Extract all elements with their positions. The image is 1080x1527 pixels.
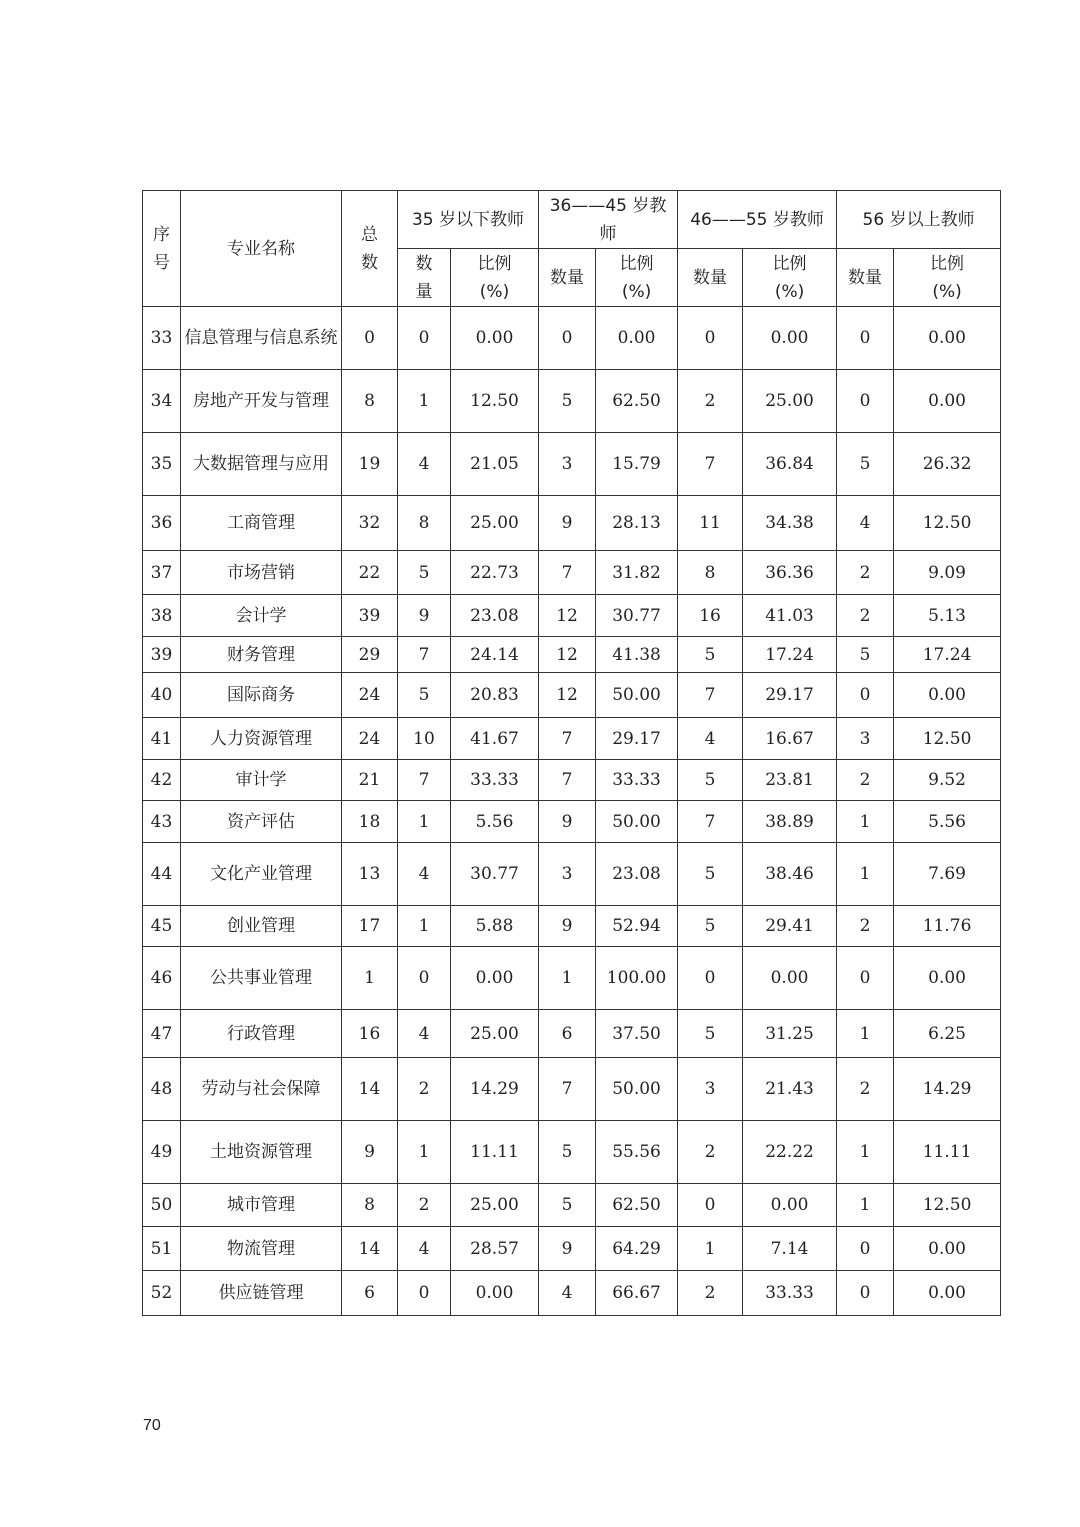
cell-ratio: 33.33 — [743, 1271, 837, 1316]
cell-seq: 47 — [143, 1010, 181, 1058]
cell-ratio: 30.77 — [451, 843, 539, 906]
cell-ratio: 5.13 — [894, 595, 1001, 637]
page-number: 70 — [143, 1417, 161, 1434]
table-body — [143, 307, 1001, 1316]
cell-ratio: 0.00 — [894, 1227, 1001, 1271]
cell-major-name: 供应链管理 — [181, 1271, 342, 1316]
cell-count: 0 — [837, 1271, 894, 1316]
cell-total: 19 — [342, 433, 398, 496]
header-major: 专业名称 — [181, 191, 342, 307]
cell-ratio: 50.00 — [596, 1058, 678, 1121]
cell-seq: 40 — [143, 673, 181, 718]
cell-seq: 48 — [143, 1058, 181, 1121]
cell-count: 0 — [837, 947, 894, 1010]
cell-total: 9 — [342, 1121, 398, 1184]
cell-count: 1 — [398, 906, 451, 947]
cell-count: 9 — [539, 496, 596, 551]
cell-count: 5 — [398, 673, 451, 718]
cell-count: 7 — [678, 801, 743, 843]
cell-seq: 50 — [143, 1184, 181, 1227]
cell-count: 4 — [398, 843, 451, 906]
cell-count: 7 — [398, 637, 451, 673]
cell-ratio: 15.79 — [596, 433, 678, 496]
cell-total: 16 — [342, 1010, 398, 1058]
cell-count: 2 — [837, 551, 894, 595]
cell-ratio: 14.29 — [894, 1058, 1001, 1121]
cell-count: 7 — [678, 673, 743, 718]
cell-ratio: 0.00 — [743, 307, 837, 370]
table-row — [143, 1271, 1001, 1316]
cell-major-name: 劳动与社会保障 — [181, 1058, 342, 1121]
cell-ratio: 29.17 — [596, 718, 678, 760]
cell-count: 0 — [398, 947, 451, 1010]
cell-ratio: 20.83 — [451, 673, 539, 718]
cell-count: 5 — [837, 433, 894, 496]
cell-count: 7 — [539, 551, 596, 595]
cell-count: 1 — [539, 947, 596, 1010]
cell-ratio: 0.00 — [596, 307, 678, 370]
cell-count: 2 — [837, 595, 894, 637]
cell-count: 3 — [837, 718, 894, 760]
cell-count: 5 — [398, 551, 451, 595]
cell-ratio: 9.52 — [894, 760, 1001, 801]
table-row — [143, 307, 1001, 370]
cell-seq: 41 — [143, 718, 181, 760]
cell-count: 5 — [539, 1121, 596, 1184]
cell-total: 22 — [342, 551, 398, 595]
header-count: 数量 — [837, 249, 894, 307]
cell-count: 1 — [398, 370, 451, 433]
cell-ratio: 12.50 — [451, 370, 539, 433]
cell-total: 8 — [342, 1184, 398, 1227]
cell-count: 9 — [539, 906, 596, 947]
cell-count: 16 — [678, 595, 743, 637]
cell-ratio: 17.24 — [743, 637, 837, 673]
cell-ratio: 22.73 — [451, 551, 539, 595]
cell-seq: 42 — [143, 760, 181, 801]
cell-ratio: 64.29 — [596, 1227, 678, 1271]
cell-ratio: 29.17 — [743, 673, 837, 718]
cell-seq: 52 — [143, 1271, 181, 1316]
cell-count: 0 — [837, 673, 894, 718]
teacher-age-table — [142, 190, 1001, 1316]
cell-ratio: 52.94 — [596, 906, 678, 947]
cell-count: 1 — [837, 843, 894, 906]
cell-ratio: 31.82 — [596, 551, 678, 595]
table-row — [143, 906, 1001, 947]
cell-total: 39 — [342, 595, 398, 637]
table-row — [143, 637, 1001, 673]
cell-count: 2 — [398, 1184, 451, 1227]
cell-count: 2 — [398, 1058, 451, 1121]
cell-total: 0 — [342, 307, 398, 370]
cell-count: 1 — [837, 801, 894, 843]
cell-count: 0 — [678, 1184, 743, 1227]
table-row — [143, 496, 1001, 551]
table-row — [143, 760, 1001, 801]
cell-count: 1 — [837, 1010, 894, 1058]
cell-ratio: 25.00 — [451, 496, 539, 551]
cell-total: 14 — [342, 1227, 398, 1271]
cell-ratio: 41.67 — [451, 718, 539, 760]
cell-count: 12 — [539, 673, 596, 718]
cell-ratio: 0.00 — [894, 307, 1001, 370]
cell-ratio: 0.00 — [894, 947, 1001, 1010]
cell-seq: 46 — [143, 947, 181, 1010]
cell-major-name: 土地资源管理 — [181, 1121, 342, 1184]
cell-count: 1 — [678, 1227, 743, 1271]
cell-count: 9 — [398, 595, 451, 637]
header-ratio: 比例(%) — [596, 249, 678, 307]
cell-total: 18 — [342, 801, 398, 843]
cell-ratio: 100.00 — [596, 947, 678, 1010]
cell-count: 5 — [678, 906, 743, 947]
cell-major-name: 市场营销 — [181, 551, 342, 595]
cell-count: 3 — [678, 1058, 743, 1121]
cell-ratio: 0.00 — [894, 673, 1001, 718]
header-count: 数量 — [398, 249, 451, 307]
cell-count: 9 — [539, 1227, 596, 1271]
cell-count: 0 — [837, 307, 894, 370]
cell-ratio: 22.22 — [743, 1121, 837, 1184]
cell-ratio: 33.33 — [596, 760, 678, 801]
cell-ratio: 33.33 — [451, 760, 539, 801]
cell-major-name: 房地产开发与管理 — [181, 370, 342, 433]
cell-ratio: 17.24 — [894, 637, 1001, 673]
cell-total: 32 — [342, 496, 398, 551]
cell-ratio: 31.25 — [743, 1010, 837, 1058]
table-row — [143, 1184, 1001, 1227]
cell-ratio: 5.56 — [894, 801, 1001, 843]
cell-seq: 36 — [143, 496, 181, 551]
cell-total: 13 — [342, 843, 398, 906]
cell-ratio: 23.08 — [451, 595, 539, 637]
cell-ratio: 14.29 — [451, 1058, 539, 1121]
table-row — [143, 1058, 1001, 1121]
cell-ratio: 0.00 — [894, 370, 1001, 433]
cell-count: 1 — [837, 1184, 894, 1227]
cell-seq: 43 — [143, 801, 181, 843]
cell-major-name: 物流管理 — [181, 1227, 342, 1271]
cell-ratio: 0.00 — [451, 307, 539, 370]
header-group-over-56: 56 岁以上教师 — [837, 191, 1001, 249]
cell-count: 4 — [678, 718, 743, 760]
cell-seq: 38 — [143, 595, 181, 637]
cell-ratio: 12.50 — [894, 496, 1001, 551]
header-count: 数量 — [678, 249, 743, 307]
header-ratio: 比例(%) — [743, 249, 837, 307]
cell-ratio: 37.50 — [596, 1010, 678, 1058]
header-group-46-55: 46——55 岁教师 — [678, 191, 837, 249]
cell-ratio: 25.00 — [743, 370, 837, 433]
cell-count: 0 — [539, 307, 596, 370]
cell-count: 7 — [678, 433, 743, 496]
cell-ratio: 0.00 — [743, 1184, 837, 1227]
table-row — [143, 843, 1001, 906]
header-count: 数量 — [539, 249, 596, 307]
cell-total: 24 — [342, 673, 398, 718]
cell-count: 12 — [539, 637, 596, 673]
table-row — [143, 673, 1001, 718]
cell-ratio: 0.00 — [743, 947, 837, 1010]
cell-ratio: 25.00 — [451, 1184, 539, 1227]
cell-major-name: 信息管理与信息系统 — [181, 307, 342, 370]
table-row — [143, 433, 1001, 496]
cell-total: 14 — [342, 1058, 398, 1121]
cell-count: 4 — [398, 1010, 451, 1058]
table-row — [143, 1010, 1001, 1058]
cell-seq: 51 — [143, 1227, 181, 1271]
cell-count: 4 — [539, 1271, 596, 1316]
header-seq: 序号 — [143, 191, 181, 307]
cell-count: 3 — [539, 843, 596, 906]
cell-major-name: 资产评估 — [181, 801, 342, 843]
cell-count: 2 — [837, 760, 894, 801]
cell-ratio: 11.76 — [894, 906, 1001, 947]
cell-ratio: 38.46 — [743, 843, 837, 906]
cell-count: 1 — [398, 1121, 451, 1184]
cell-count: 0 — [678, 947, 743, 1010]
cell-count: 0 — [678, 307, 743, 370]
header-group-under-35: 35 岁以下教师 — [398, 191, 539, 249]
table-row — [143, 1121, 1001, 1184]
cell-major-name: 财务管理 — [181, 637, 342, 673]
cell-ratio: 34.38 — [743, 496, 837, 551]
cell-seq: 39 — [143, 637, 181, 673]
cell-count: 5 — [678, 760, 743, 801]
cell-count: 9 — [539, 801, 596, 843]
cell-count: 5 — [837, 637, 894, 673]
cell-ratio: 50.00 — [596, 801, 678, 843]
cell-ratio: 66.67 — [596, 1271, 678, 1316]
cell-ratio: 36.36 — [743, 551, 837, 595]
header-total: 总数 — [342, 191, 398, 307]
cell-major-name: 行政管理 — [181, 1010, 342, 1058]
cell-count: 0 — [398, 307, 451, 370]
cell-ratio: 11.11 — [451, 1121, 539, 1184]
cell-count: 2 — [678, 1121, 743, 1184]
table-row — [143, 595, 1001, 637]
cell-seq: 45 — [143, 906, 181, 947]
cell-count: 2 — [678, 1271, 743, 1316]
cell-count: 1 — [837, 1121, 894, 1184]
cell-ratio: 30.77 — [596, 595, 678, 637]
cell-count: 5 — [678, 1010, 743, 1058]
cell-ratio: 55.56 — [596, 1121, 678, 1184]
cell-count: 3 — [539, 433, 596, 496]
cell-ratio: 26.32 — [894, 433, 1001, 496]
cell-ratio: 41.03 — [743, 595, 837, 637]
cell-major-name: 大数据管理与应用 — [181, 433, 342, 496]
cell-ratio: 29.41 — [743, 906, 837, 947]
cell-ratio: 7.14 — [743, 1227, 837, 1271]
cell-seq: 37 — [143, 551, 181, 595]
cell-count: 0 — [837, 370, 894, 433]
cell-count: 2 — [837, 1058, 894, 1121]
cell-total: 1 — [342, 947, 398, 1010]
cell-ratio: 25.00 — [451, 1010, 539, 1058]
cell-ratio: 41.38 — [596, 637, 678, 673]
cell-count: 10 — [398, 718, 451, 760]
cell-seq: 33 — [143, 307, 181, 370]
cell-count: 5 — [678, 637, 743, 673]
header-ratio: 比例(%) — [894, 249, 1001, 307]
cell-seq: 34 — [143, 370, 181, 433]
cell-ratio: 5.88 — [451, 906, 539, 947]
cell-ratio: 23.81 — [743, 760, 837, 801]
cell-major-name: 文化产业管理 — [181, 843, 342, 906]
cell-count: 8 — [398, 496, 451, 551]
cell-ratio: 23.08 — [596, 843, 678, 906]
cell-count: 2 — [678, 370, 743, 433]
cell-major-name: 人力资源管理 — [181, 718, 342, 760]
table-row — [143, 801, 1001, 843]
cell-ratio: 5.56 — [451, 801, 539, 843]
cell-count: 12 — [539, 595, 596, 637]
cell-count: 1 — [398, 801, 451, 843]
cell-ratio: 24.14 — [451, 637, 539, 673]
cell-count: 0 — [837, 1227, 894, 1271]
cell-ratio: 16.67 — [743, 718, 837, 760]
cell-seq: 44 — [143, 843, 181, 906]
cell-ratio: 7.69 — [894, 843, 1001, 906]
table-header — [143, 191, 1001, 307]
cell-count: 7 — [539, 760, 596, 801]
table-row — [143, 1227, 1001, 1271]
table-row — [143, 718, 1001, 760]
cell-ratio: 11.11 — [894, 1121, 1001, 1184]
cell-ratio: 50.00 — [596, 673, 678, 718]
cell-count: 5 — [539, 1184, 596, 1227]
cell-ratio: 0.00 — [894, 1271, 1001, 1316]
cell-major-name: 公共事业管理 — [181, 947, 342, 1010]
cell-major-name: 国际商务 — [181, 673, 342, 718]
cell-major-name: 工商管理 — [181, 496, 342, 551]
cell-ratio: 0.00 — [451, 947, 539, 1010]
cell-major-name: 会计学 — [181, 595, 342, 637]
cell-total: 17 — [342, 906, 398, 947]
cell-count: 0 — [398, 1271, 451, 1316]
cell-count: 8 — [678, 551, 743, 595]
cell-ratio: 21.43 — [743, 1058, 837, 1121]
cell-ratio: 12.50 — [894, 1184, 1001, 1227]
cell-count: 2 — [837, 906, 894, 947]
cell-ratio: 36.84 — [743, 433, 837, 496]
cell-ratio: 21.05 — [451, 433, 539, 496]
cell-count: 5 — [678, 843, 743, 906]
header-ratio: 比例(%) — [451, 249, 539, 307]
cell-ratio: 28.57 — [451, 1227, 539, 1271]
cell-count: 5 — [539, 370, 596, 433]
cell-seq: 35 — [143, 433, 181, 496]
header-group-36-45: 36——45 岁教师 — [539, 191, 678, 249]
cell-count: 4 — [398, 433, 451, 496]
cell-total: 6 — [342, 1271, 398, 1316]
cell-major-name: 城市管理 — [181, 1184, 342, 1227]
table-row — [143, 370, 1001, 433]
cell-major-name: 审计学 — [181, 760, 342, 801]
cell-count: 6 — [539, 1010, 596, 1058]
cell-ratio: 12.50 — [894, 718, 1001, 760]
cell-ratio: 6.25 — [894, 1010, 1001, 1058]
table-row — [143, 551, 1001, 595]
cell-total: 8 — [342, 370, 398, 433]
cell-ratio: 9.09 — [894, 551, 1001, 595]
cell-count: 4 — [837, 496, 894, 551]
cell-count: 11 — [678, 496, 743, 551]
cell-major-name: 创业管理 — [181, 906, 342, 947]
cell-ratio: 28.13 — [596, 496, 678, 551]
cell-count: 7 — [539, 1058, 596, 1121]
cell-ratio: 38.89 — [743, 801, 837, 843]
cell-total: 24 — [342, 718, 398, 760]
cell-ratio: 62.50 — [596, 370, 678, 433]
cell-count: 7 — [539, 718, 596, 760]
cell-ratio: 0.00 — [451, 1271, 539, 1316]
cell-seq: 49 — [143, 1121, 181, 1184]
cell-ratio: 62.50 — [596, 1184, 678, 1227]
cell-count: 7 — [398, 760, 451, 801]
table-row — [143, 947, 1001, 1010]
cell-total: 29 — [342, 637, 398, 673]
cell-total: 21 — [342, 760, 398, 801]
cell-count: 4 — [398, 1227, 451, 1271]
